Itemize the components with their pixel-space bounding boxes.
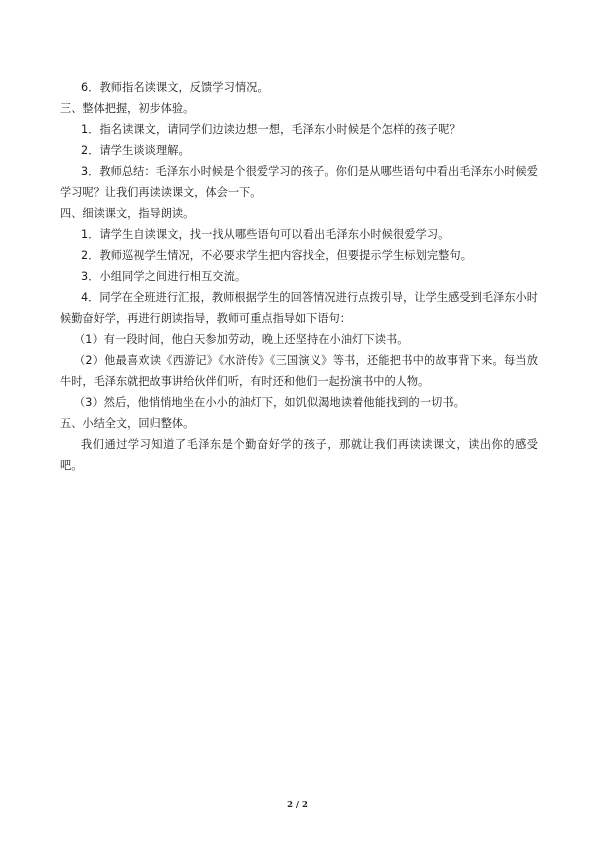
paragraph: 4．同学在全班进行汇报，教师根据学生的回答情况进行点拨引导，让学生感受到毛泽东小时候勤奋好学，再进行朗读指导，教师可重点指导如下语句： <box>60 291 538 325</box>
list-item: 1．请学生自读课文，找一找从哪些语句可以看出毛泽东小时候很爱学习。 <box>81 228 450 241</box>
section-heading: 五、小结全文，回归整体。 <box>60 417 195 430</box>
document-body <box>60 77 538 476</box>
paragraph: 我们通过学习知道了毛泽东是个勤奋好学的孩子，那就让我们再读读课文，读出你的感受吧。 <box>60 438 538 472</box>
section-heading: 四、细读课文，指导朗读。 <box>60 207 195 220</box>
list-item: 3．小组同学之间进行相互交流。 <box>81 270 247 283</box>
list-item: 2．请学生谈谈理解。 <box>81 144 190 157</box>
quote-item: （3）然后，他悄悄地坐在小小的油灯下，如饥似渴地读着他能找到的一切书。 <box>74 396 465 409</box>
page-number: 2 / 2 <box>287 800 308 810</box>
list-item: 2．教师巡视学生情况，不必要求学生把内容找全，但要提示学生标划完整句。 <box>81 249 472 262</box>
list-item: 6．教师指名读课文，反馈学习情况。 <box>81 81 269 94</box>
paragraph: 3．教师总结：毛泽东小时候是个很爱学习的孩子。你们是从哪些语句中看出毛泽东小时候爱学习呢？让我们再读读课文，体会一下。 <box>60 165 538 199</box>
quote-item: （1）有一段时间，他白天参加劳动，晚上还坚持在小油灯下读书。 <box>74 333 409 346</box>
list-item: 1．指名读课文，请同学们边读边想一想，毛泽东小时候是个怎样的孩子呢？ <box>81 123 461 136</box>
quote-paragraph: （2）他最喜欢读《西游记》《水浒传》《三国演义》等书，还能把书中的故事背下来。每当放牛时，毛泽东就把故事讲给伙伴们听，有时还和他们一起扮演书中的人物。 <box>60 354 538 388</box>
section-heading: 三、整体把握，初步体验。 <box>60 102 195 115</box>
